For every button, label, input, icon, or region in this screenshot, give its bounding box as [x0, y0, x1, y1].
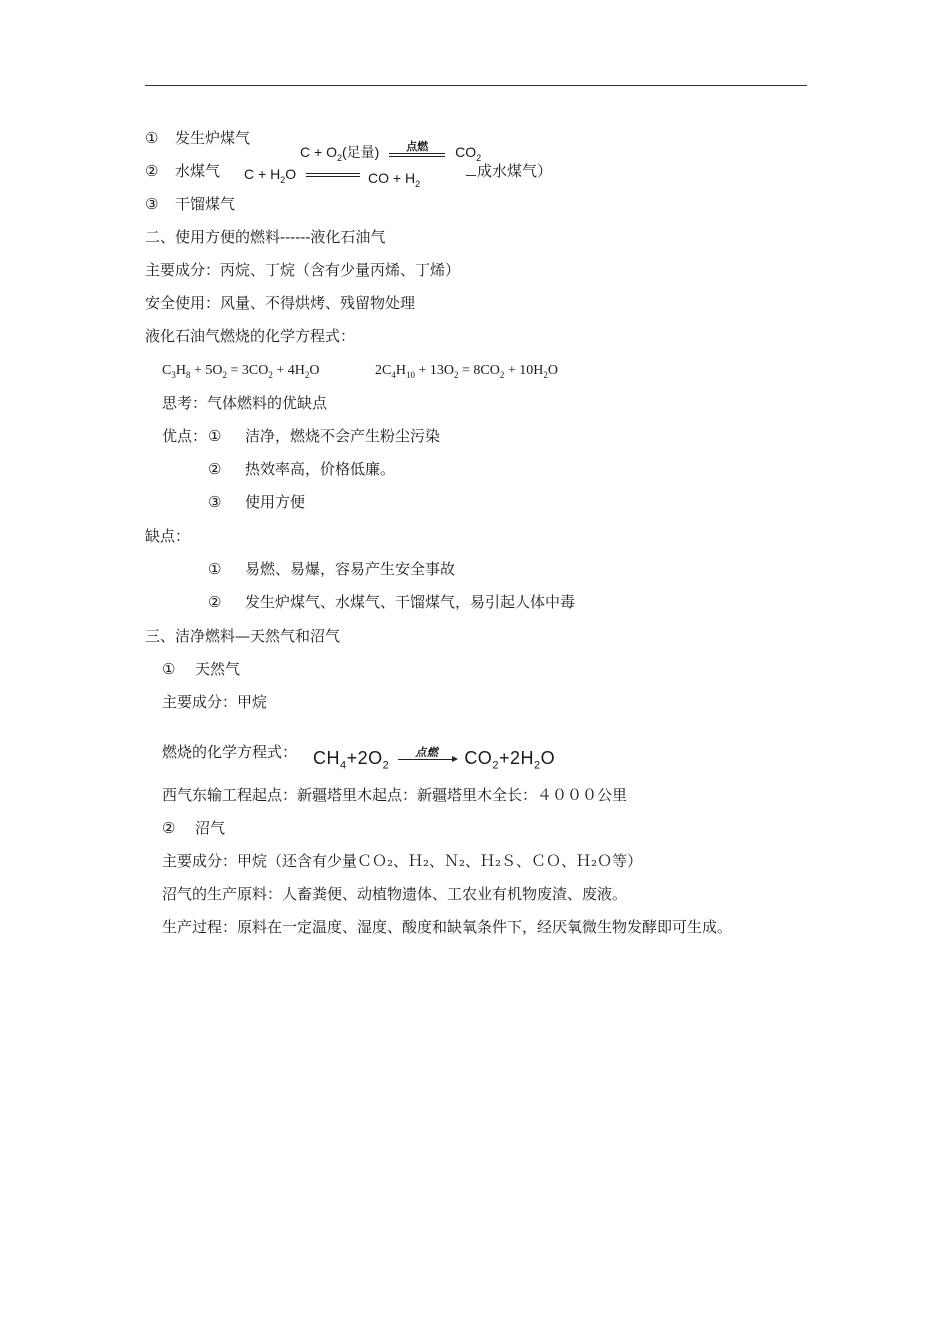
water-gas-note: 成水煤气）	[466, 161, 552, 181]
disadvantage-item-2: ② 发生炉煤气、水煤气、干馏煤气，易引起人体中毒	[208, 593, 576, 611]
item-text: 发生炉煤气	[175, 129, 251, 147]
reaction-equals: 点燃	[389, 141, 445, 157]
disadvantage-label: 缺点：	[145, 527, 191, 545]
disadvantage-item-1: ① 易燃、易爆，容易产生安全事故	[208, 560, 456, 578]
list-item-water-gas	[145, 161, 220, 181]
item-text: 干馏煤气	[175, 195, 236, 213]
item-text: 水煤气	[175, 162, 221, 180]
equation-methane: $CH_4+2O_2$ 点燃 $CO_2+2H_2O$	[313, 746, 556, 772]
item-number: ②	[145, 162, 159, 180]
list-item-natural-gas: ① 天然气	[162, 660, 241, 678]
section-heading-clean-fuel: 三、洁净燃料—天然气和沼气	[145, 627, 341, 645]
reaction-arrow: 点燃	[398, 747, 456, 760]
advantage-item-2: ② 热效率高，价格低廉。	[208, 460, 396, 478]
natural-gas-components: 主要成分：甲烷	[162, 693, 268, 711]
section-heading-lpg: 二、使用方便的燃料------液化石油气	[145, 228, 386, 246]
equation-butane: $2C_4H_{10} + 13O_2 = 8CO_2 + 10H_2O$	[375, 363, 558, 380]
advantage-item-1: 优点：① 洁净，燃烧不会产生粉尘污染	[162, 427, 441, 445]
lpg-equation-title: 液化石油气燃烧的化学方程式：	[145, 327, 356, 345]
advantage-item-3: ③ 使用方便	[208, 493, 306, 511]
lpg-safety: 安全使用：风量、不得烘烤、残留物处理	[145, 294, 416, 312]
equation-cropped-products: CO + $H_2$	[368, 170, 421, 189]
biogas-raw-materials: 沼气的生产原料：人畜粪便、动植物遗体、工农业有机物废渣、废液。	[162, 885, 628, 903]
equation-carbon-water: $C + H_2O$	[244, 166, 366, 182]
list-item-biogas: ② 沼气	[162, 819, 226, 837]
advantage-label: 优点：	[162, 427, 208, 445]
think-question: 思考：气体燃料的优缺点	[162, 394, 328, 412]
lpg-main-components: 主要成分：丙烷、丁烷（含有少量丙烯、丁烯）	[145, 261, 461, 279]
header-rule	[145, 85, 807, 86]
list-item-coke-oven-gas	[145, 194, 235, 214]
list-item-producer-gas	[145, 128, 250, 148]
west-east-pipeline: 西气东输工程起点：新疆塔里木起点：新疆塔里木全长：４０００公里	[162, 786, 628, 804]
item-number: ③	[145, 195, 159, 213]
natural-gas-equation-title: 燃烧的化学方程式：	[162, 743, 298, 761]
reaction-equals	[306, 173, 360, 177]
biogas-components: 主要成分：甲烷（还含有少量ＣＯ₂、Ｈ₂、Ｎ₂、Ｈ₂Ｓ、ＣＯ、Ｈ₂Ｏ等）	[162, 852, 643, 870]
equation-propane: $C_3H_8 + 5O_2 = 3CO_2 + 4H_2O$	[162, 363, 320, 380]
equation-carbon-oxygen: $C + O_2$(足量) 点燃 $CO_2$	[300, 141, 482, 163]
item-number: ①	[145, 129, 159, 147]
biogas-production-process: 生产过程：原料在一定温度、湿度、酸度和缺氧条件下，经厌氧微生物发酵即可生成。	[162, 918, 733, 936]
